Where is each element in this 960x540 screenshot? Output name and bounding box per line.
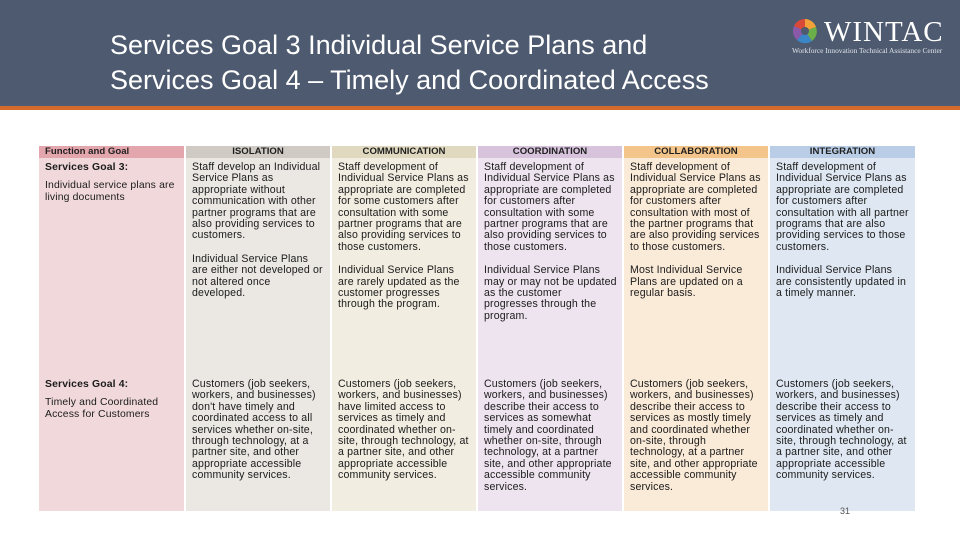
integration-cell bbox=[769, 158, 916, 361]
wintac-logo-icon bbox=[792, 18, 818, 44]
cell-text: Customers (job seekers, workers, and businesses) have limited access to services as timely and coordinated whether on-site, through technology, at a partner site, and other appropriate accessible community services. bbox=[338, 378, 469, 482]
cell-text: Most Individual Service Plans are updated on a regular basis. bbox=[630, 264, 743, 300]
cell-text: Individual Service Plans may or may not be updated as the customer progresses through the program. bbox=[484, 264, 617, 322]
header-collaboration: COLLABORATION bbox=[623, 146, 769, 158]
slide-title-line-1: Services Goal 3 Individual Service Plans and bbox=[110, 30, 648, 60]
cell-text: Individual Service Plans are either not developed or not altered once developed. bbox=[192, 252, 323, 300]
cell-text: Customers (job seekers, workers, and businesses) describe their access to services as mostly timely and coordinated whether on-site, through technology, at a partner site, and other appropriate accessible community services. bbox=[630, 378, 758, 493]
header-function-goal: Function and Goal bbox=[39, 146, 185, 158]
slide-title-line-2: Services Goal 4 – Timely and Coordinated Access bbox=[110, 65, 709, 95]
collaboration-cell bbox=[623, 361, 769, 511]
header-accent-line bbox=[0, 106, 960, 110]
isolation-cell bbox=[185, 361, 331, 511]
communication-cell bbox=[331, 158, 477, 361]
cell-text: Individual Service Plans are rarely updated as the customer progresses through the program. bbox=[338, 264, 460, 311]
wintac-logo-text: WINTAC bbox=[824, 16, 944, 48]
cell-text: Staff development of Individual Service Plans as appropriate are completed for customers after consultation with all partner programs that are also providing services to those customers. bbox=[776, 161, 909, 253]
wintac-logo bbox=[790, 16, 950, 56]
coordination-cell bbox=[477, 361, 623, 511]
isolation-cell bbox=[185, 158, 331, 361]
coordination-cell bbox=[477, 158, 623, 361]
table-header-row bbox=[39, 146, 916, 158]
services-goal-table bbox=[39, 146, 916, 511]
header-isolation: ISOLATION bbox=[185, 146, 331, 158]
cell-text: Customers (job seekers, workers, and businesses) describe their access to services as somewhat timely and coordinated whether on-site, through technology, at a partner site, and other appropriate accessible community services. bbox=[484, 378, 612, 493]
slide-title bbox=[110, 28, 709, 98]
communication-cell bbox=[331, 361, 477, 511]
integration-cell bbox=[769, 361, 916, 511]
goal-title: Services Goal 4: bbox=[45, 379, 129, 390]
header-coordination: COORDINATION bbox=[477, 146, 623, 158]
header-integration: INTEGRATION bbox=[769, 146, 916, 158]
cell-text: Staff develop an Individual Service Plans as appropriate without communication with other partner programs that are also providing services to customers. bbox=[192, 161, 321, 242]
wintac-logo-subtitle: Workforce Innovation Technical Assistance Center bbox=[792, 46, 943, 55]
header-communication: COMMUNICATION bbox=[331, 146, 477, 158]
cell-text: Staff development of Individual Service Plans as appropriate are completed for some customers after consultation with some partner programs that are also providing services to those customers. bbox=[338, 161, 469, 253]
collaboration-cell bbox=[623, 158, 769, 361]
cell-text: Staff development of Individual Service Plans as appropriate are completed for customers after consultation with most of the partner programs that are also providing services to those customers. bbox=[630, 161, 761, 253]
cell-text: Staff development of Individual Service Plans as appropriate are completed for customers after consultation with some partner programs that are also providing services to those customers. bbox=[484, 161, 615, 253]
cell-text: Individual Service Plans are consistently updated in a timely manner. bbox=[776, 264, 907, 300]
goal-description: Timely and Coordinated Access for Customers bbox=[45, 397, 159, 420]
goal-cell bbox=[39, 158, 185, 361]
cell-text: Customers (job seekers, workers, and businesses) don't have timely and coordinated access to all services whether on-site, through technology, at a partner site, and other appropriate accessible community services. bbox=[192, 378, 316, 482]
goal-title: Services Goal 3: bbox=[45, 162, 129, 173]
goal-cell bbox=[39, 361, 185, 511]
table-row bbox=[39, 158, 916, 361]
page-number: 31 bbox=[840, 506, 851, 516]
cell-text: Customers (job seekers, workers, and businesses) describe their access to services as timely and coordinated whether on-site, through technology, at a partner site, and other appropriate accessible community services. bbox=[776, 378, 907, 482]
table-row bbox=[39, 361, 916, 511]
goal-description: Individual service plans are living documents bbox=[45, 180, 175, 203]
